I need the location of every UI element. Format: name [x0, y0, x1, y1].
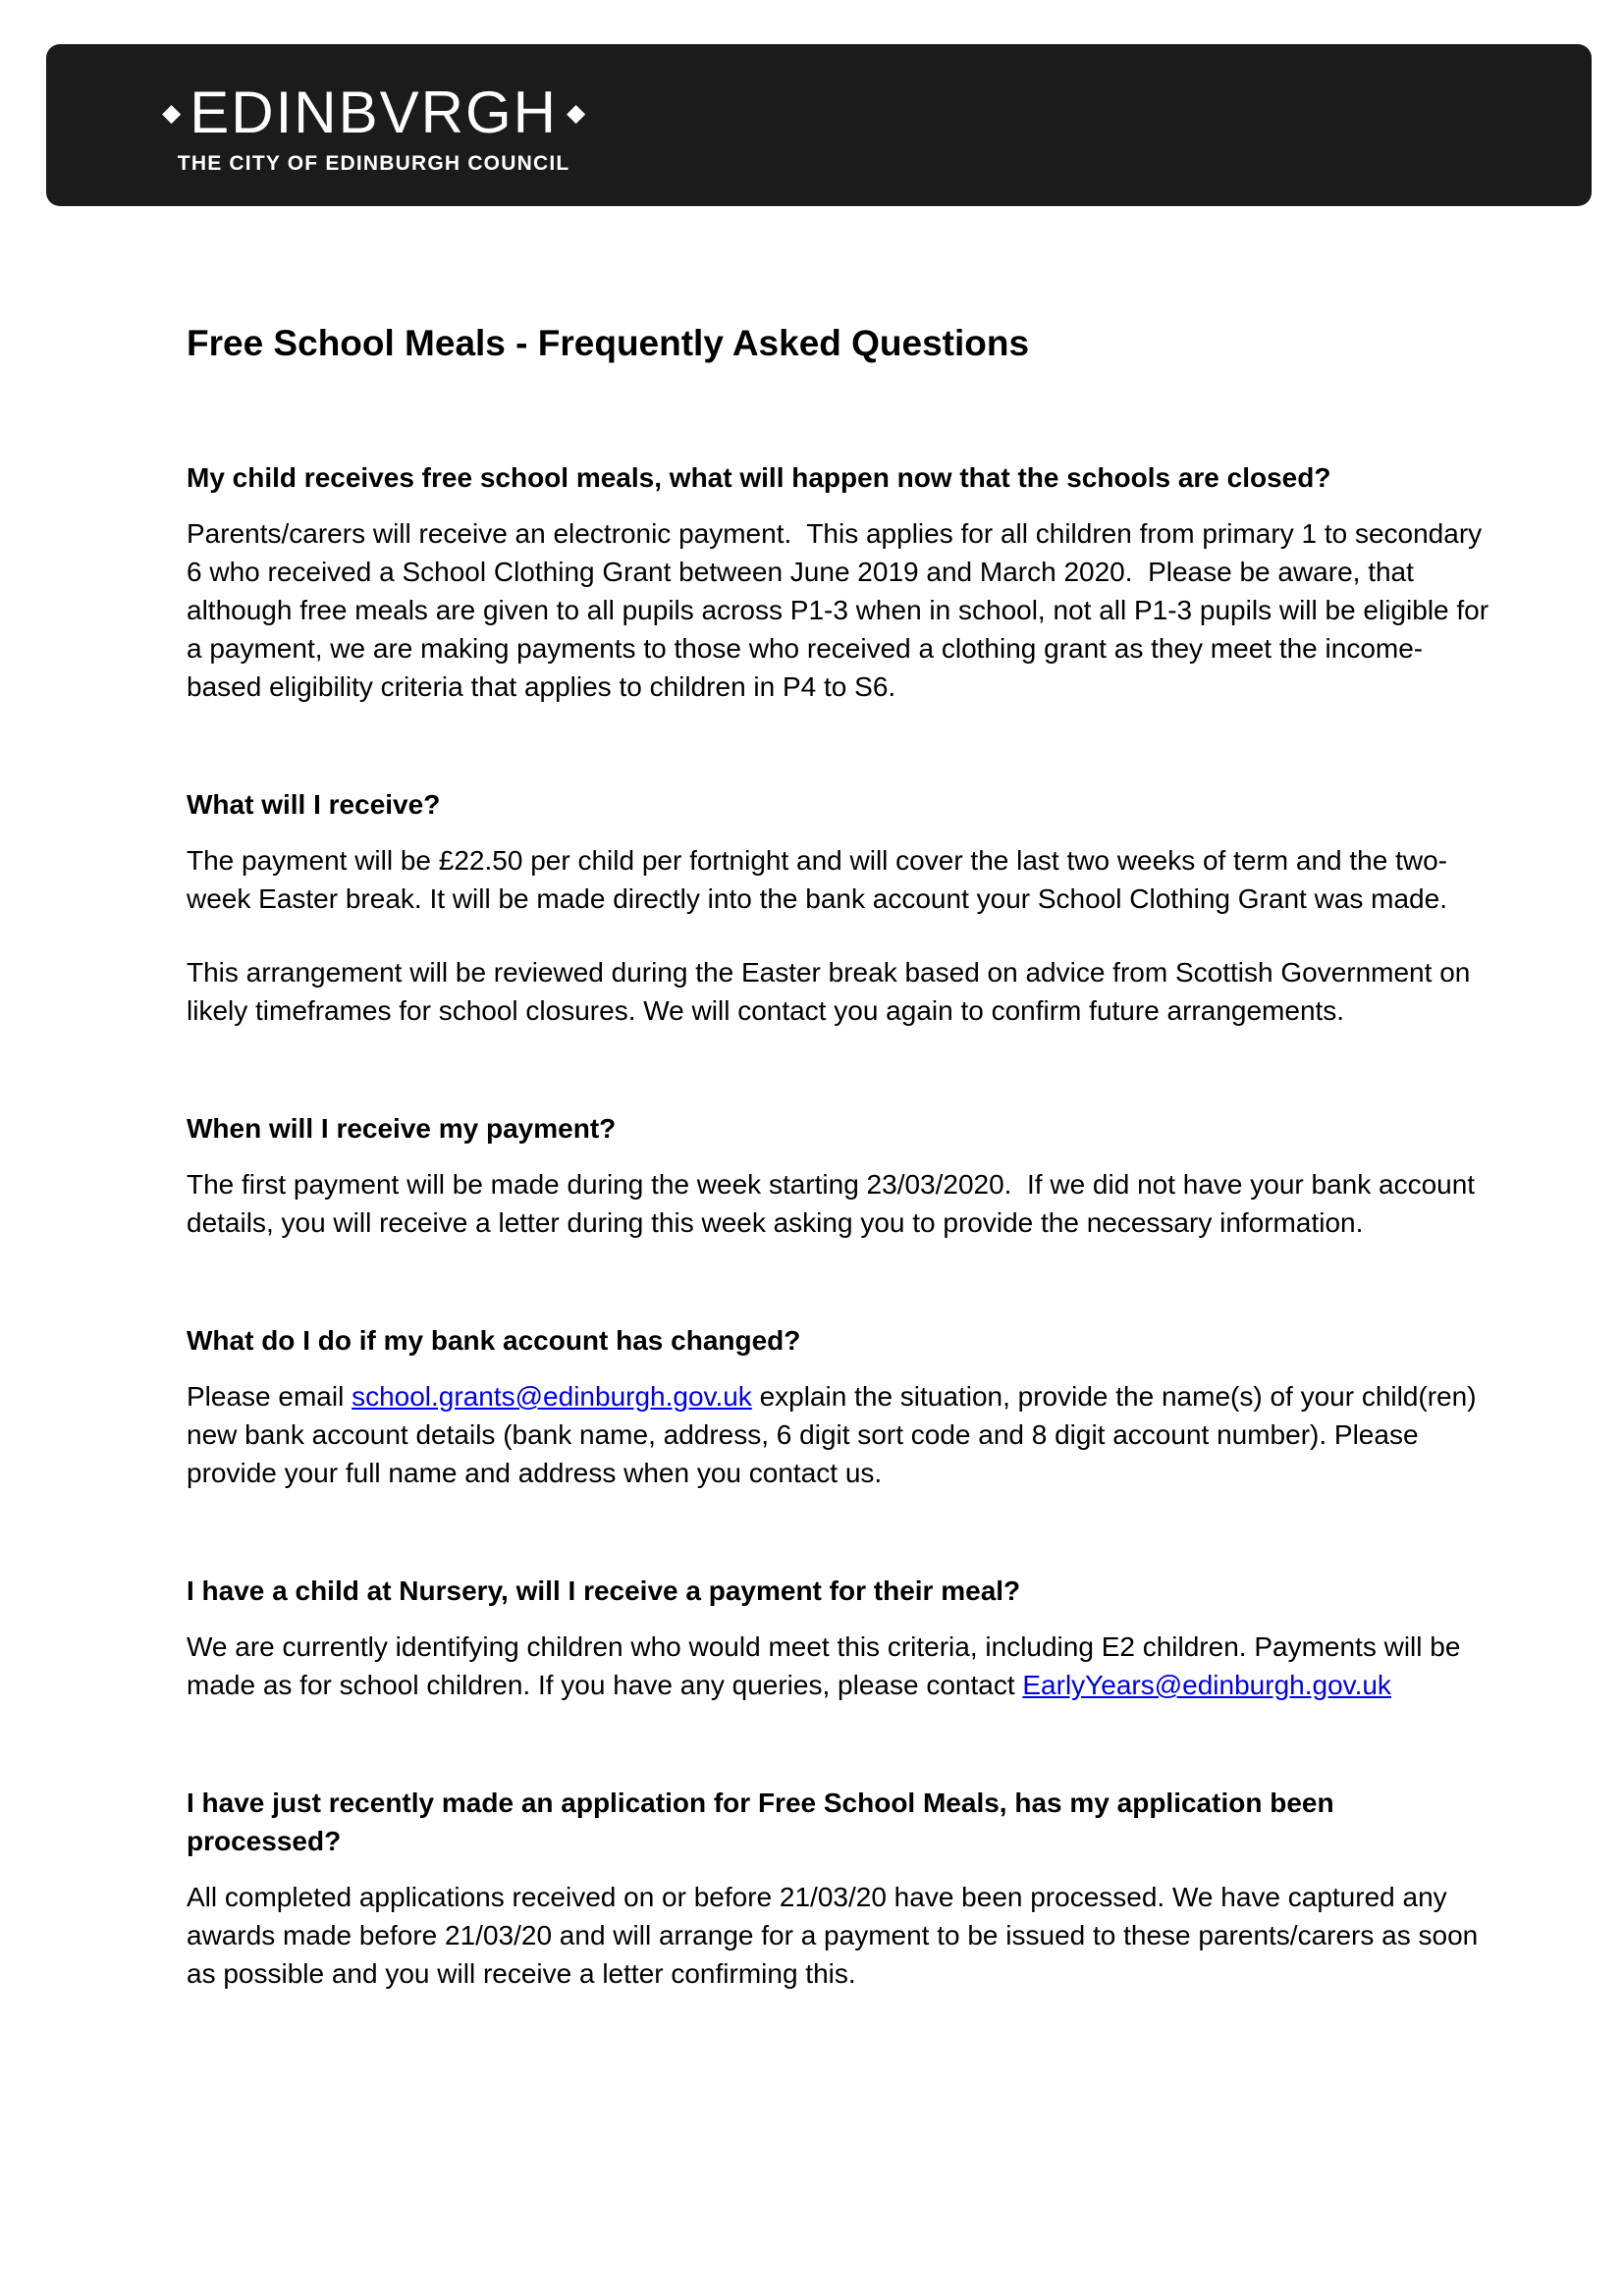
faq-answer: The payment will be £22.50 per child per fortnight and will cover the last two weeks of term and the two-week Easter break. It will be made directly into the bank account your School Clothing Grant was made. [187, 845, 1447, 914]
logo-subtitle: THE CITY OF EDINBURGH COUNCIL [177, 152, 570, 175]
faq-question: What do I do if my bank account has changed? [187, 1325, 801, 1356]
faq-answer [187, 1628, 1492, 1704]
school-grants-email-link[interactable]: school.grants@edinburgh.gov.uk [352, 1381, 752, 1412]
faq-answer: This arrangement will be reviewed during the Easter break based on advice from Scottish Government on likely timeframes for school closures. We will contact you again to confirm future arrangements. [187, 957, 1479, 1026]
document-content [187, 0, 1496, 2028]
faq-section-what-will-i-receive [187, 785, 1492, 1065]
logo-wordmark: EDINBVRGH [189, 80, 558, 145]
faq-question: My child receives free school meals, what will happen now that the schools are closed? [187, 462, 1331, 493]
faq-answer: Parents/carers will receive an electronic payment. This applies for all children from primary 1 to secondary 6 who received a School Clothing Grant between June 2019 and March 2020. Please be aware, that although free meals are given to all pupils across P1-3 when in school, not all P1-3 pupils will be eligible for a payment, we are making payments to those who received a clothing grant as they meet the income-based eligibility criteria that applies to children in P4 to S6. [187, 518, 1496, 702]
faq-section-recent-application [187, 1784, 1492, 2028]
faq-section-schools-closed [187, 458, 1496, 741]
faq-question: I have just recently made an application for Free School Meals, has my application been processed? [187, 1788, 1334, 1856]
answer-text: Please email [187, 1381, 352, 1412]
answer-text: We are currently identifying children who would meet this criteria, including E2 children. Payments will be made as for school children. If you have any queries, please contact [187, 1631, 1469, 1700]
faq-section-bank-account-changed [187, 1321, 1492, 1527]
faq-answer [187, 1377, 1492, 1492]
faq-section-nursery-child [187, 1572, 1492, 1739]
page-title: Free School Meals - Frequently Asked Questions [187, 323, 1030, 363]
faq-answer: All completed applications received on or before 21/03/20 have been processed. We have captured any awards made before 21/03/20 and will arrange for a payment to be issued to these parents/carers as soon as possible and you will receive a letter confirming this. [187, 1882, 1487, 1989]
faq-section-when-payment [187, 1109, 1492, 1277]
faq-question: I have a child at Nursery, will I receive a payment for their meal? [187, 1575, 1021, 1606]
faq-answer: The first payment will be made during the week starting 23/03/2020. If we did not have your bank account details, you will receive a letter during this week asking you to provide the necessary information. [187, 1169, 1483, 1238]
faq-question: When will I receive my payment? [187, 1113, 617, 1144]
answer-text: explain the situation, provide the name(s) of your child(ren) new bank account details (bank name, address, 6 digit sort code and 8 digit account number). Please provide your full name and address when you contact us. [187, 1381, 1485, 1488]
logo-diamond-left-icon: ◆ [162, 98, 182, 127]
logo-diamond-right-icon: ◆ [566, 98, 586, 127]
faq-question: What will I receive? [187, 789, 441, 820]
early-years-email-link[interactable]: EarlyYears@edinburgh.gov.uk [1022, 1670, 1391, 1700]
